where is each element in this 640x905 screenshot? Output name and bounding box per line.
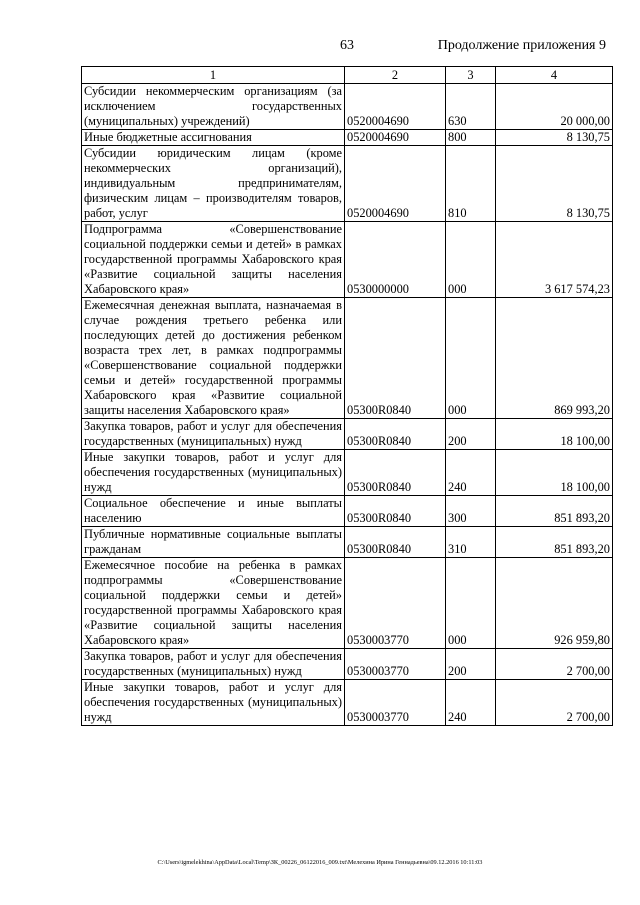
column-header-amount: 4: [496, 67, 613, 84]
table-row: [82, 419, 613, 450]
row-type: 630: [446, 84, 496, 130]
row-amount: 3 617 574,23: [496, 222, 613, 298]
row-code: 0530003770: [345, 558, 446, 649]
table-header: [82, 67, 613, 84]
row-type: 240: [446, 450, 496, 496]
row-code: 0520004690: [345, 84, 446, 130]
row-amount: 8 130,75: [496, 146, 613, 222]
row-code: 0530000000: [345, 222, 446, 298]
row-type: 300: [446, 496, 496, 527]
table-row: [82, 130, 613, 146]
table-row: [82, 558, 613, 649]
row-amount: 869 993,20: [496, 298, 613, 419]
table-row: [82, 496, 613, 527]
row-type: 200: [446, 649, 496, 680]
row-amount: 18 100,00: [496, 450, 613, 496]
table-row: [82, 146, 613, 222]
row-type: 000: [446, 298, 496, 419]
page-number: 63: [340, 38, 354, 53]
row-code: 05300R0840: [345, 419, 446, 450]
appendix-title: Продолжение приложения 9: [437, 38, 606, 53]
row-name: Иные закупки товаров, работ и услуг для обеспечения государственных (муниципальных) нужд: [82, 450, 345, 496]
table-row: [82, 222, 613, 298]
row-name: Ежемесячная денежная выплата, назначаемая в случае рождения третьего ребенка или последующих детей до достижения ребенком возраста трех лет, в рамках подпрограммы «Совершенствование социальной поддержки семьи и детей» государственной программы Хабаровского края «Развитие социальной защиты населения Хабаровского края»: [82, 298, 345, 419]
row-amount: 2 700,00: [496, 680, 613, 726]
row-amount: 926 959,80: [496, 558, 613, 649]
row-type: 800: [446, 130, 496, 146]
table-row: [82, 298, 613, 419]
column-header-name: 1: [82, 67, 345, 84]
row-name: Закупка товаров, работ и услуг для обеспечения государственных (муниципальных) нужд: [82, 649, 345, 680]
row-code: 0520004690: [345, 146, 446, 222]
row-name: Публичные нормативные социальные выплаты гражданам: [82, 527, 345, 558]
row-name: Субсидии некоммерческим организациям (за исключением государственных (муниципальных) учреждений): [82, 84, 345, 130]
row-type: 310: [446, 527, 496, 558]
column-header-type: 3: [446, 67, 496, 84]
row-code: 05300R0840: [345, 527, 446, 558]
row-type: 000: [446, 222, 496, 298]
table-row: [82, 84, 613, 130]
table-body: [82, 84, 613, 726]
row-amount: 851 893,20: [496, 527, 613, 558]
column-header-code: 2: [345, 67, 446, 84]
row-type: 810: [446, 146, 496, 222]
row-code: 05300R0840: [345, 450, 446, 496]
row-name: Социальное обеспечение и иные выплаты населению: [82, 496, 345, 527]
document-path-footer: C:\Users\igmelekhina\AppData\Local\Temp\ЗК_00226_06122016_009.txt\Мелехина Ирина Геннадьевна\09.12.2016 10:11:03: [157, 859, 483, 866]
row-name: Подпрограмма «Совершенствование социальной поддержки семьи и детей» в рамках государственной программы Хабаровского края «Развитие социальной защиты населения Хабаровского края»: [82, 222, 345, 298]
row-name: Закупка товаров, работ и услуг для обеспечения государственных (муниципальных) нужд: [82, 419, 345, 450]
row-code: 05300R0840: [345, 496, 446, 527]
row-amount: 20 000,00: [496, 84, 613, 130]
row-name: Иные бюджетные ассигнования: [82, 130, 345, 146]
row-name: Иные закупки товаров, работ и услуг для обеспечения государственных (муниципальных) нужд: [82, 680, 345, 726]
row-name: Субсидии юридическим лицам (кроме некоммерческих организаций), индивидуальным предпринимателям, физическим лицам – производителям товаров, работ, услуг: [82, 146, 345, 222]
table-row: [82, 680, 613, 726]
row-amount: 851 893,20: [496, 496, 613, 527]
row-code: 0520004690: [345, 130, 446, 146]
row-code: 0530003770: [345, 649, 446, 680]
table-row: [82, 450, 613, 496]
row-name: Ежемесячное пособие на ребенка в рамках подпрограммы «Совершенствование социальной поддержки семьи и детей» государственной программы Хабаровского края «Развитие социальной защиты населения Хабаровского края»: [82, 558, 345, 649]
table-row: [82, 649, 613, 680]
row-code: 0530003770: [345, 680, 446, 726]
row-amount: 18 100,00: [496, 419, 613, 450]
row-type: 200: [446, 419, 496, 450]
row-type: 240: [446, 680, 496, 726]
row-amount: 2 700,00: [496, 649, 613, 680]
row-type: 000: [446, 558, 496, 649]
budget-table: [81, 66, 613, 726]
table-row: [82, 527, 613, 558]
row-code: 05300R0840: [345, 298, 446, 419]
row-amount: 8 130,75: [496, 130, 613, 146]
header-row: [82, 67, 613, 84]
